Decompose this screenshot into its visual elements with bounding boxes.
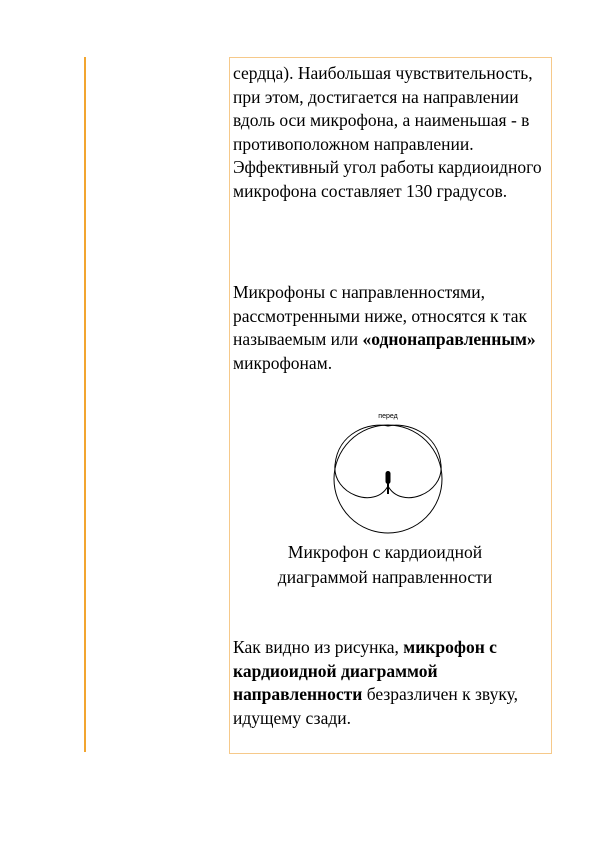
left-margin-rule — [84, 57, 86, 752]
paragraph-conclusion-text-start: Как видно из рисунка, — [233, 637, 404, 657]
paragraph-sensitivity-text: сердца). Наибольшая чувствительность, при этом, достигается на направлении вдоль оси микрофона, а наименьшая - в противоположном направлении. Эффективный угол работы кардиоидного микрофона составляет 130 градусов. — [233, 63, 542, 201]
paragraph-unidirectional — [233, 281, 549, 375]
caption-line-2: диаграммой направленности — [277, 567, 493, 587]
conclusion-term: микрофон с кардиоидной диаграммой направленности — [233, 637, 497, 705]
microphone-head-icon — [386, 471, 391, 484]
paragraph-unidirectional-text-end: микрофонам. — [233, 352, 333, 373]
paragraph-conclusion — [233, 636, 549, 730]
paragraph-unidirectional-text-start: Микрофоны с направленностями, рассмотренными ниже, относятся к так называемым или — [233, 282, 528, 350]
unidirectional-term: «однонаправленным» — [362, 329, 536, 350]
front-label: перед — [378, 413, 398, 420]
cardioid-polar-diagram — [330, 410, 446, 534]
figure-caption — [240, 540, 530, 590]
paragraph-sensitivity — [233, 62, 549, 204]
microphone-stand-icon — [387, 483, 389, 494]
paragraph-conclusion-text-end: безразличен к звуку, идущему сзади. — [233, 684, 518, 728]
caption-line-1: Микрофон с кардиоидной — [287, 542, 483, 562]
